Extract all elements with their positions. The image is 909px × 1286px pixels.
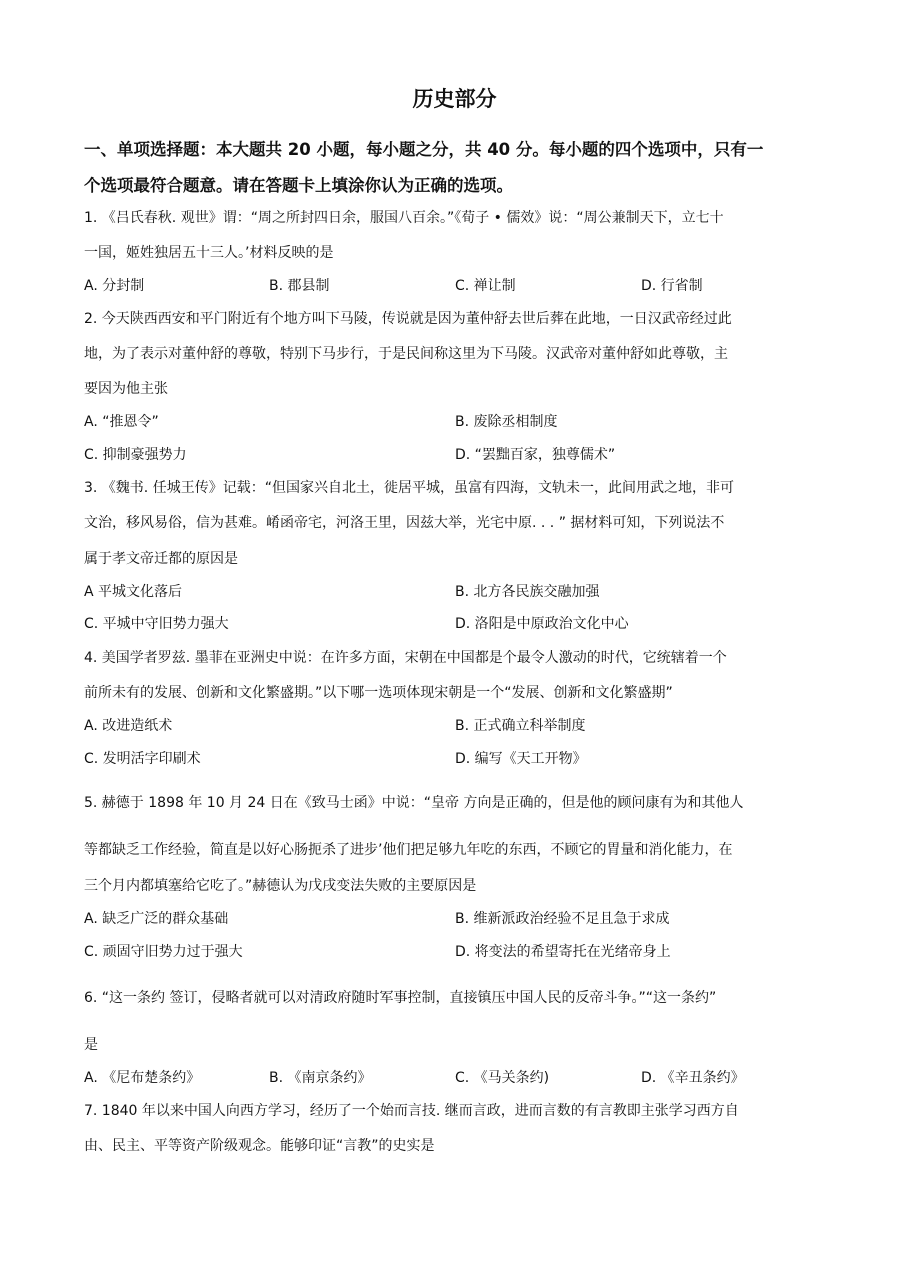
question-4-line-2: 前所未有的发展、创新和文化繁盛期。”以下哪一选项体现宋朝是一个“发展、创新和文化繁盛期” — [84, 685, 673, 701]
question-2-option-c: C. 抑制豪强势力 — [84, 447, 187, 463]
question-1-option-d: D. 行省制 — [641, 278, 703, 294]
section-heading — [84, 132, 829, 204]
question-4-option-c: C. 发明活字印刷术 — [84, 751, 201, 767]
question-3-option-a: A 平城文化落后 — [84, 584, 183, 600]
question-6-option-d: D. 《辛丑条约》 — [641, 1070, 745, 1086]
question-3-line-1: 3. 《魏书. 任城王传》记载：“但国家兴自北土，徙居平城，虽富有四海，文轨未一，此间用武之地，非可 — [84, 480, 734, 496]
question-3-option-b: B. 北方各民族交融加强 — [455, 584, 600, 600]
section-heading-line-1: 一、单项选择题：本大题共 20 小题，每小题之分，共 40 分。每小题的四个选项中，只有一 — [84, 140, 764, 159]
question-3-line-2: 文治，移风易俗，信为甚难。崤函帝宅，河洛王里，因兹大举，光宅中原. . . ” 据材料可知，下列说法不 — [84, 515, 725, 531]
question-7-line-2: 由、民主、平等资产阶级观念。能够印证“言教”的史实是 — [84, 1138, 435, 1154]
question-1-line-2: 一国，姬姓独居五十三人。’材料反映的是 — [84, 245, 334, 261]
question-4-option-b: B. 正式确立科举制度 — [455, 718, 586, 734]
question-5-option-a: A. 缺乏广泛的群众基础 — [84, 911, 229, 927]
question-2-option-d: D. “罢黜百家，独尊儒术” — [455, 447, 616, 463]
question-6-line-2: 是 — [84, 1037, 98, 1053]
question-5-option-b: B. 维新派政治经验不足且急于求成 — [455, 911, 670, 927]
question-6-option-b: B. 《南京条约》 — [269, 1070, 372, 1086]
question-5-line-2: 等都缺乏工作经验，简直是以好心肠扼杀了进步’他们把足够九年吃的东西，不顾它的胃量和消化能力，在 — [84, 842, 733, 858]
question-4-option-d: D. 编写《天工开物》 — [455, 751, 587, 767]
question-5-line-3: 三个月内都填塞给它吃了。”赫德认为戊戌变法失败的主要原因是 — [84, 878, 477, 894]
question-2-line-3: 要因为他主张 — [84, 381, 168, 397]
question-6-option-a: A. 《尼布楚条约》 — [84, 1070, 201, 1086]
question-6-line-1: 6. “这一条约 签订，侵略者就可以对清政府随时军事控制，直接镇压中国人民的反帝斗争。”“这一条约” — [84, 990, 717, 1006]
section-heading-line-2: 个选项最符合题意。请在答题卡上填涂你认为正确的选项。 — [84, 176, 513, 195]
question-2-line-1: 2. 今天陕西西安和平门附近有个地方叫下马陵，传说就是因为董仲舒去世后葬在此地，一日汉武帝经过此 — [84, 311, 732, 327]
question-3-line-3: 属于孝文帝迁都的原因是 — [84, 551, 238, 567]
question-1-option-a: A. 分封制 — [84, 278, 145, 294]
question-2-line-2: 地，为了表示对董仲舒的尊敬，特别下马步行，于是民间称这里为下马陵。汉武帝对董仲舒如此尊敬，主 — [84, 346, 728, 362]
question-3-option-c: C. 平城中守旧势力强大 — [84, 616, 229, 632]
question-2-option-b: B. 废除丞相制度 — [455, 414, 558, 430]
question-5-option-c: C. 顽固守旧势力过于强大 — [84, 944, 243, 960]
question-7-line-1: 7. 1840 年以来中国人向西方学习，经历了一个始而言技. 继而言政，进而言数的有言教即主张学习西方自 — [84, 1103, 739, 1119]
page-title: 历史部分 — [412, 87, 497, 111]
question-6-option-c: C. 《马关条约) — [455, 1070, 550, 1086]
question-1-line-1: 1. 《吕氏春秋. 观世》谓：“周之所封四日余，服国八百余。”《荀子 • 儒效》说：“周公兼制天下，立七十 — [84, 210, 724, 226]
question-3-option-d: D. 洛阳是中原政治文化中心 — [455, 616, 629, 632]
question-1-option-c: C. 禅让制 — [455, 278, 516, 294]
question-2-option-a: A. “推恩令” — [84, 414, 159, 430]
question-4-line-1: 4. 美国学者罗兹. 墨菲在亚洲史中说：在许多方面，宋朝在中国都是个最令人激动的时代，它统辖着一个 — [84, 650, 727, 666]
question-5-option-d: D. 将变法的希望寄托在光绪帝身上 — [455, 944, 671, 960]
question-5-line-1: 5. 赫德于 1898 年 10 月 24 日在《致马士函》中说：“皇帝 方向是正确的，但是他的顾问康有为和其他人 — [84, 795, 744, 811]
question-4-option-a: A. 改进造纸术 — [84, 718, 173, 734]
question-1-option-b: B. 郡县制 — [269, 278, 330, 294]
